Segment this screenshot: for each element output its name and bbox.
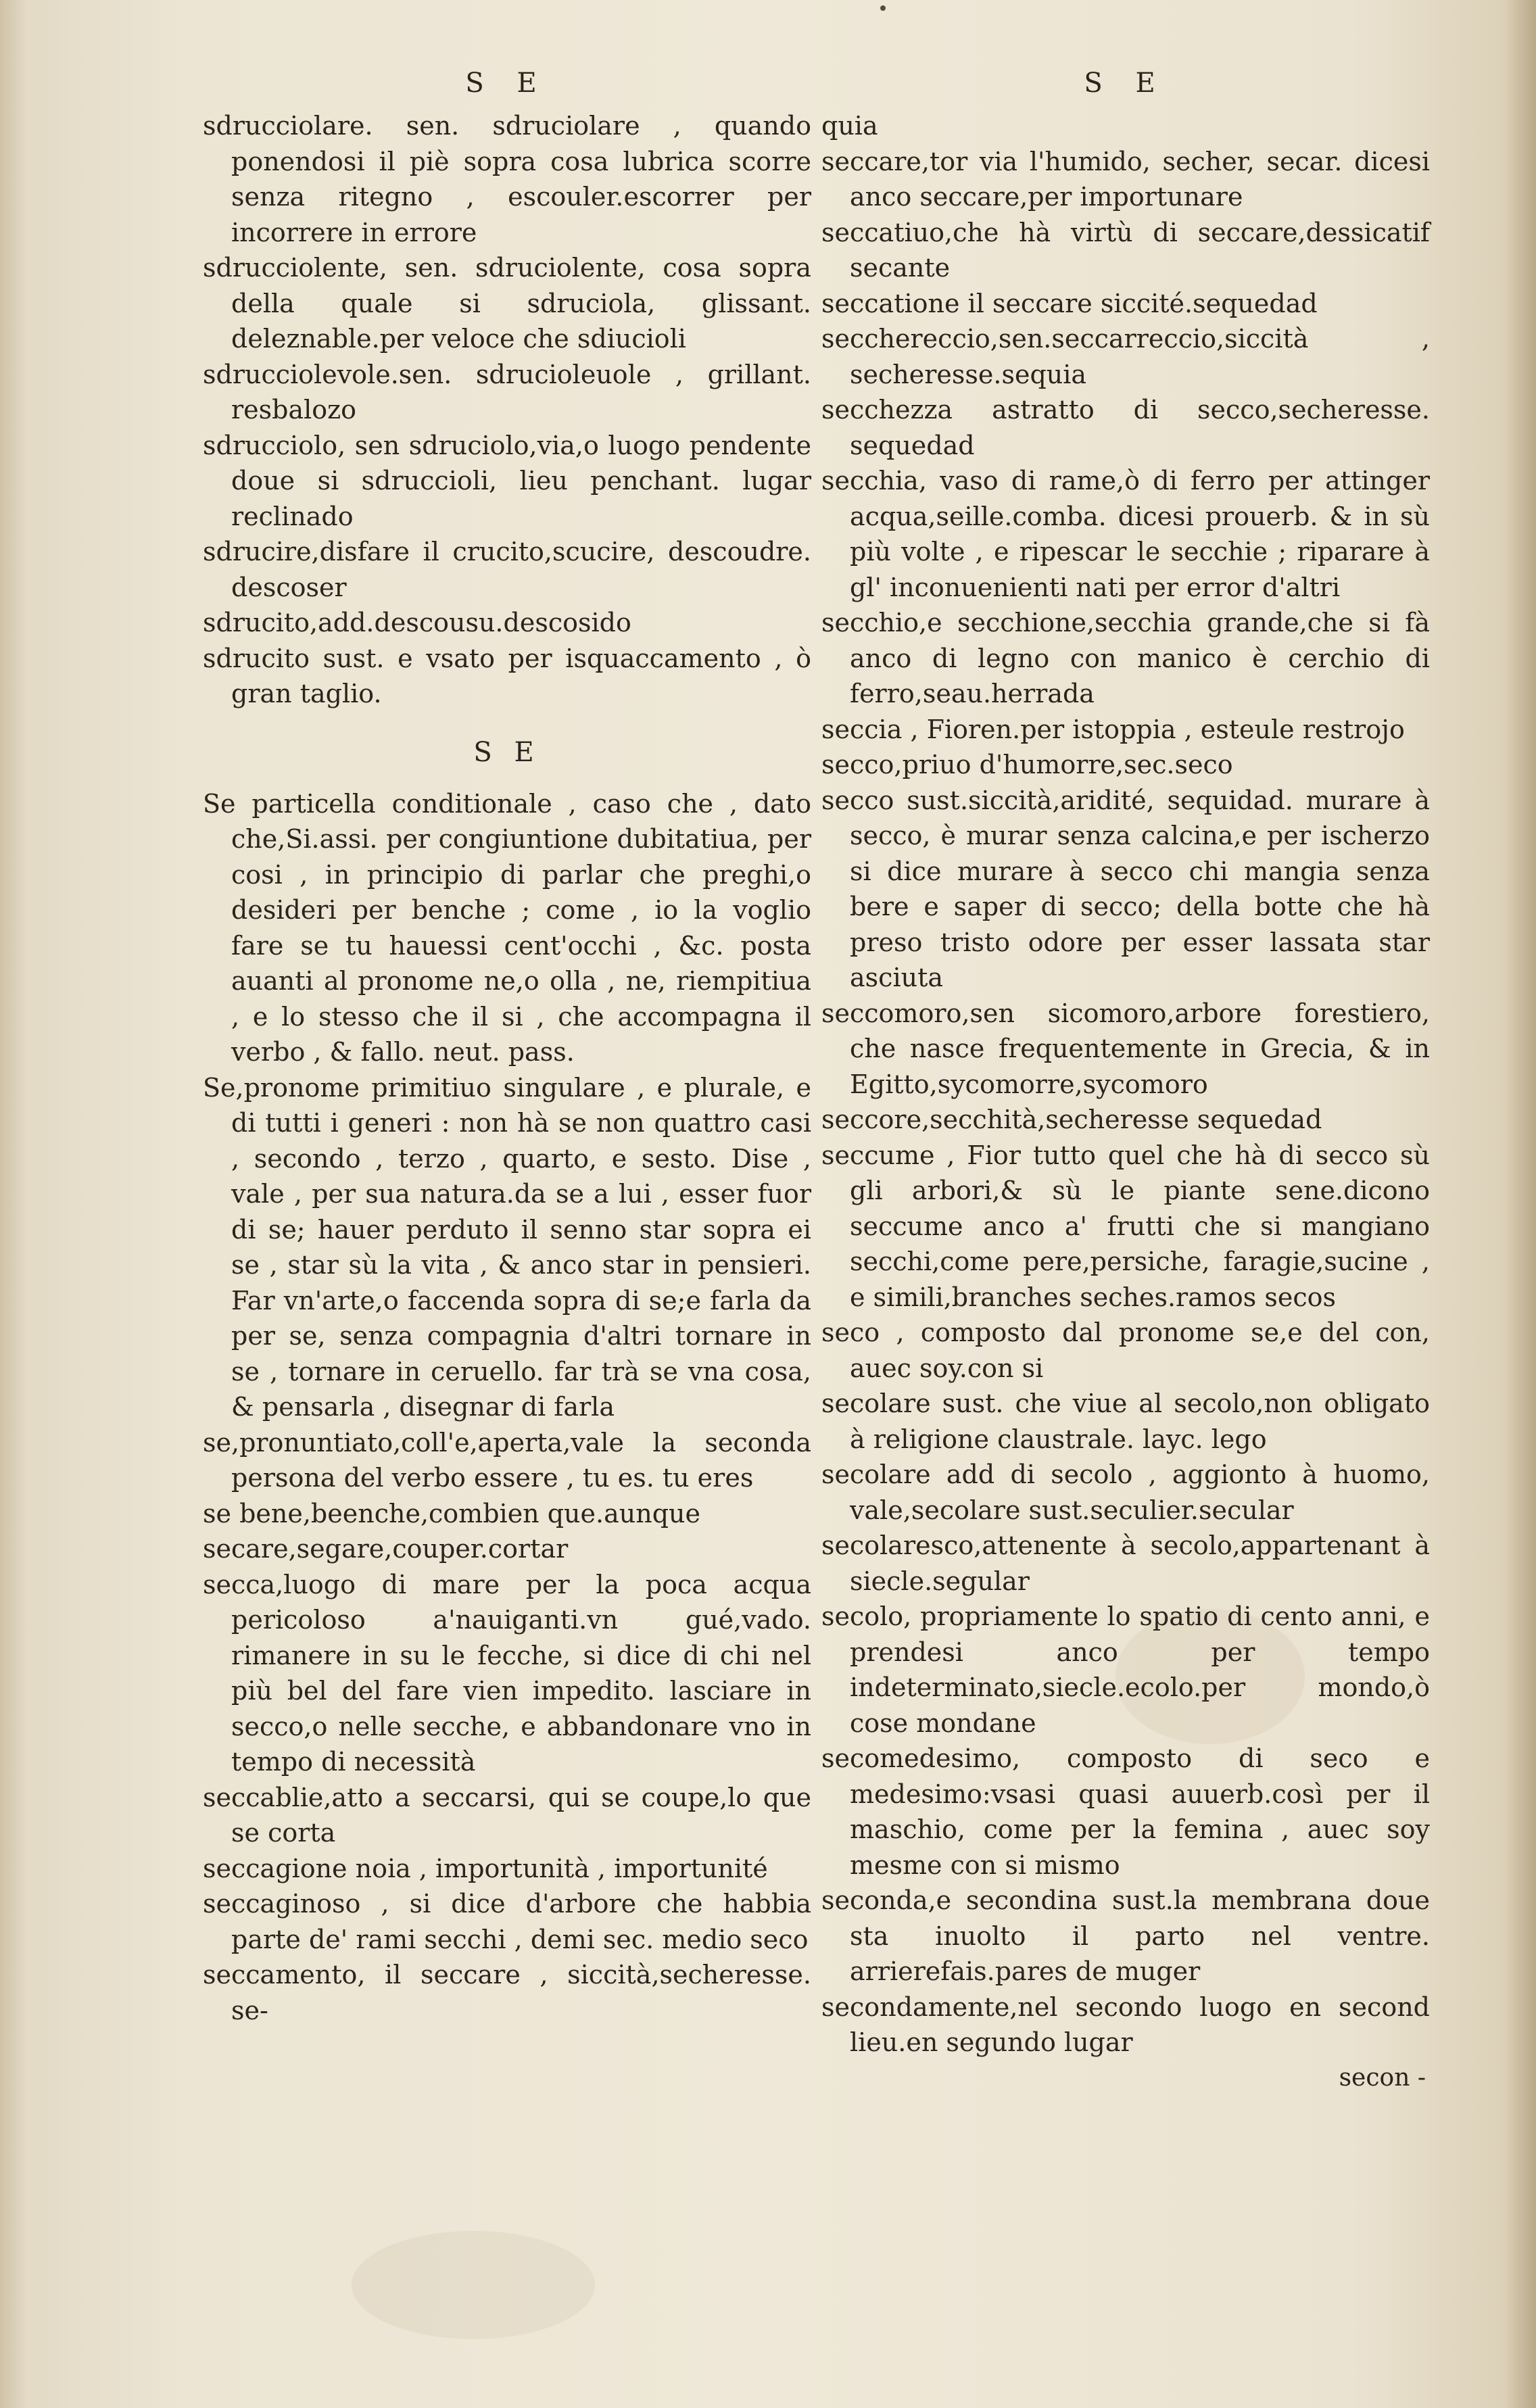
paper-stain <box>352 2231 595 2339</box>
dictionary-entry: secco,priuo d'humorre,sec.seco <box>821 750 1233 779</box>
dictionary-entry: seco , composto dal pronome se,e del con, auec soy.con si <box>821 1318 1430 1383</box>
dictionary-entry: sdrucciolente, sen. sdruciolente, cosa sopra della quale si sdruciola, glissant. deleznable.per veloce che sdiucioli <box>203 253 811 354</box>
dictionary-entry: secolo, propriamente lo spatio di cento anni, e prendesi anco per tempo indeterminato,siecle.ecolo.per mondo,ò cose mondane <box>821 1602 1430 1738</box>
dictionary-entry: secolaresco,attenente à secolo,appartenant à siecle.segular <box>821 1531 1430 1596</box>
dictionary-entry: se,pronuntiato,coll'e,aperta,vale la seconda persona del verbo essere , tu es. tu eres <box>203 1427 811 1493</box>
ink-dot <box>880 5 886 11</box>
dictionary-entry: secare,segare,couper.cortar <box>203 1534 569 1564</box>
dictionary-entry: secchezza astratto di secco,secheresse. sequedad <box>821 395 1430 460</box>
dictionary-entry: secolare sust. che viue al secolo,non obligato à religione claustrale. layc. lego <box>821 1389 1430 1454</box>
left-column <box>203 62 811 2028</box>
dictionary-entry: secondamente,nel secondo luogo en second lieu.en segundo lugar <box>821 1992 1430 2057</box>
page-edge-right <box>1504 0 1536 2408</box>
right-entries <box>821 108 1430 2061</box>
dictionary-entry: sdrucciolevole.sen. sdrucioleuole , grillant. resbalozo <box>203 359 811 425</box>
page-edge-left <box>0 0 26 2408</box>
dictionary-entry: secchio,e secchione,secchia grande,che si fà anco di legno con manico è cerchio di ferro,seau.herrada <box>821 608 1430 708</box>
dictionary-entry: seconda,e secondina sust.la membrana doue sta inuolto il parto nel ventre. arrierefais.pares de muger <box>821 1885 1430 1986</box>
dictionary-entry: seccume , Fior tutto quel che hà di secco sù gli arbori,& sù le piante sene.dicono seccume anco a' frutti che si mangiano secchi,come pere,persiche, faragie,sucine , e simili,branches seches.ramos secos <box>821 1140 1430 1312</box>
dictionary-entry: secomedesimo, composto di seco e medesimo:vsasi quasi auuerb.così per il maschio, come per la femina , auec soy mesme con si mismo <box>821 1743 1430 1880</box>
left-entries-bottom <box>203 786 811 2029</box>
dictionary-entry: secco sust.siccità,aridité, sequidad. murare à secco, è murar senza calcina,e per ischerzo si dice murare à secco chi mangia senza bere e saper di secco; della botte che hà preso tristo odore per esser lassata star asciuta <box>821 785 1430 992</box>
dictionary-entry: sdrucito,add.descousu.descosido <box>203 608 631 637</box>
dictionary-entry: se bene,beenche,combien que.aunque <box>203 1498 700 1528</box>
left-entries-top <box>203 108 811 712</box>
dictionary-entry: sdrucire,disfare il crucito,scucire, descoudre. descoser <box>203 537 811 602</box>
dictionary-entry: seccatione il seccare siccité.sequedad <box>821 288 1318 318</box>
dictionary-entry: Se,pronome primitiuo singulare , e plurale, e di tutti i generi : non hà se non quattro casi , secondo , terzo , quarto, e sesto. Dise , vale , per sua natura.da se a lui , esser fuor di se; hauer perduto il senno star sopra ei se , star sù la vita , & anco star in pensieri. Far vn'arte,o faccenda sopra di se;e farla da per se, senza compagnia d'altri tornare in se , tornare in ceruello. far trà se vna cosa, & pensarla , disegnar di farla <box>203 1072 811 1422</box>
dictionary-entry: secchereccio,sen.seccarreccio,siccità , secheresse.sequia <box>821 324 1430 389</box>
dictionary-entry: seccamento, il seccare , siccità,secheresse. se- <box>203 1960 811 2025</box>
right-column-header: S E <box>1084 68 1168 99</box>
dictionary-entry: seccaginoso , si dice d'arbore che habbia parte de' rami secchi , demi sec. medio seco <box>203 1889 811 1954</box>
dictionary-entry: secchia, vaso di rame,ò di ferro per attinger acqua,seille.comba. dicesi prouerb. & in sù più volte , e ripescar le secchie ; riparare à gl' inconuenienti nati per error d'altri <box>821 466 1430 602</box>
dictionary-entry: quia <box>821 111 878 141</box>
dictionary-entry: sdrucito sust. e vsato per isquaccamento , ò gran taglio. <box>203 643 811 708</box>
dictionary-entry: seccomoro,sen sicomoro,arbore forestiero, che nasce frequentemente in Grecia, & in Egitto,sycomorre,sycomoro <box>821 998 1430 1099</box>
dictionary-entry: secolare add di secolo , aggionto à huomo, vale,secolare sust.seculier.secular <box>821 1460 1430 1525</box>
dictionary-entry: seccablie,atto a seccarsi, qui se coupe,lo que se corta <box>203 1782 811 1848</box>
dictionary-entry: seccagione noia , importunità , importunité <box>203 1853 768 1883</box>
dictionary-entry: sdrucciolo, sen sdruciolo,via,o luogo pendente doue si sdruccioli, lieu penchant. lugar reclinado <box>203 430 811 531</box>
right-column <box>821 62 1430 2096</box>
left-column-header: S E <box>465 68 549 99</box>
dictionary-entry: seccia , Fioren.per istoppia , esteule restrojo <box>821 714 1405 744</box>
dictionary-entry: seccare,tor via l'humido, secher, secar. dicesi anco seccare,per importunare <box>821 146 1430 212</box>
section-header: S E <box>473 736 541 768</box>
dictionary-entry: sdrucciolare. sen. sdruciolare , quando ponendosi il piè sopra cosa lubrica scorre senza ritegno , escouler.escorrer per incorrere in errore <box>203 111 811 247</box>
dictionary-entry: Se particella conditionale , caso che , dato che,Si.assi. per congiuntione dubitatiua, per cosi , in principio di parlar che preghi,o desideri per benche ; come , io la voglio fare se tu hauessi cent'occhi , &c. posta auanti al pronome ne,o olla , ne, riempitiua , e lo stesso che il si , che accompagna il verbo , & fallo. neut. pass. <box>203 788 811 1067</box>
catchword: secon - <box>1339 2063 1426 2092</box>
dictionary-entry: secca,luogo di mare per la poca acqua pericoloso a'nauiganti.vn gué,vado. rimanere in su le fecche, si dice di chi nel più bel del fare vien impedito. lasciare in secco,o nelle secche, e abbandonare vno in tempo di necessità <box>203 1569 811 1777</box>
dictionary-entry: seccore,secchità,secheresse sequedad <box>821 1105 1322 1134</box>
dictionary-entry: seccatiuo,che hà virtù di seccare,dessicatif secante <box>821 217 1430 283</box>
